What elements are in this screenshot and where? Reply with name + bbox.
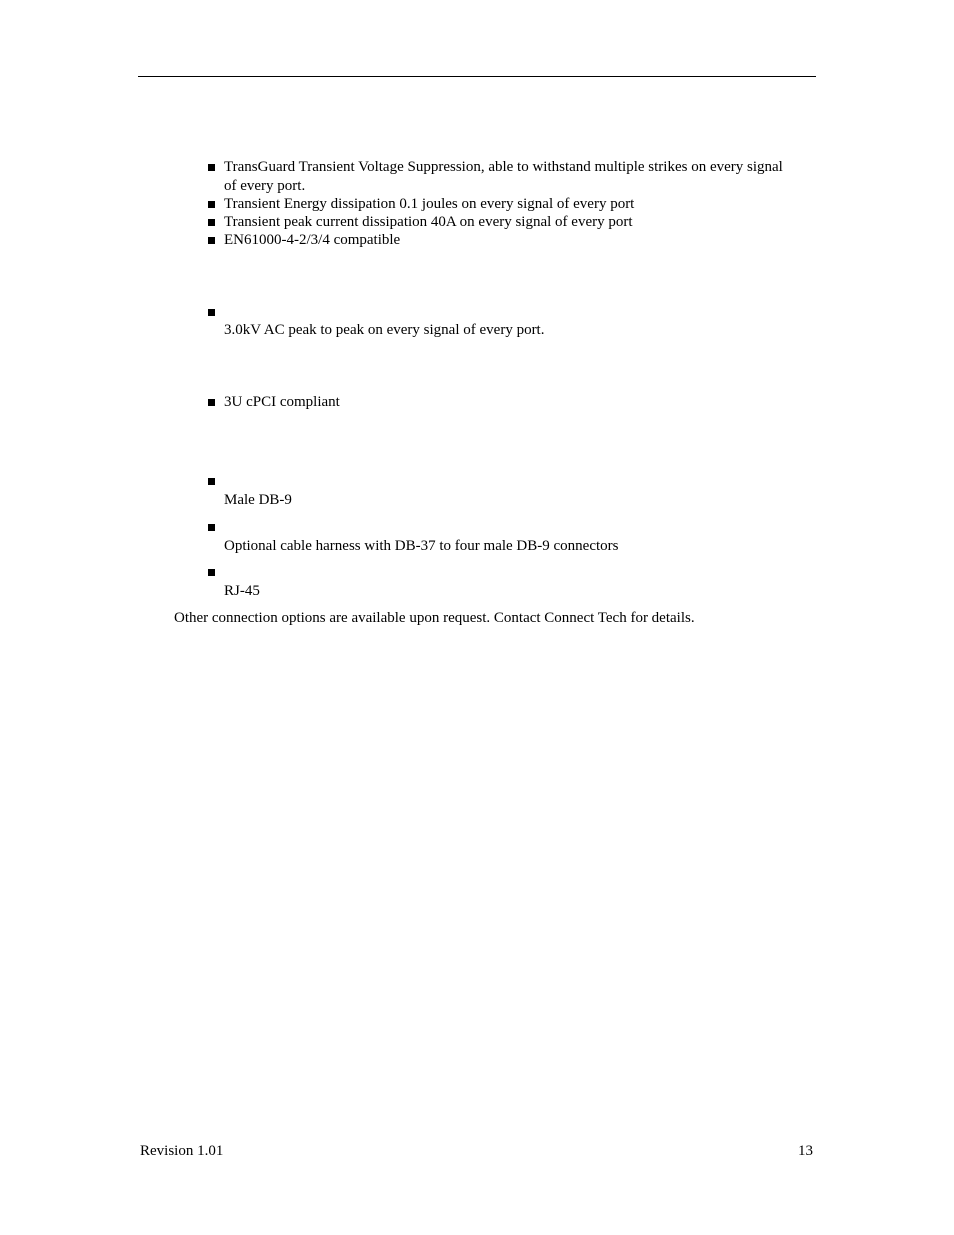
bullet-icon <box>208 399 215 406</box>
surge-item-4: EN61000-4-2/3/4 compatible <box>224 232 401 248</box>
form-factor-item: 3U cPCI compliant <box>224 394 340 410</box>
connection-options-note: Other connection options are available upon request. Contact Connect Tech for details. <box>174 610 695 626</box>
footer-page-number: 13 <box>798 1143 813 1159</box>
surge-item-1-cont: of every port. <box>224 178 306 194</box>
bullet-icon <box>208 237 215 244</box>
bullet-icon <box>208 524 215 531</box>
header-rule <box>138 76 816 77</box>
surge-item-2: Transient Energy dissipation 0.1 joules on every signal of every port <box>224 196 635 212</box>
isolation-item: 3.0kV AC peak to peak on every signal of every port. <box>224 322 545 338</box>
bullet-icon <box>208 309 215 316</box>
surge-item-3: Transient peak current dissipation 40A on every signal of every port <box>224 214 633 230</box>
connector-item-3: RJ-45 <box>224 583 260 599</box>
bullet-icon <box>208 201 215 208</box>
connector-item-2: Optional cable harness with DB-37 to four male DB-9 connectors <box>224 538 619 554</box>
bullet-icon <box>208 478 215 485</box>
surge-item-1: TransGuard Transient Voltage Suppression, able to withstand multiple strikes on every signal <box>224 159 783 175</box>
bullet-icon <box>208 164 215 171</box>
bullet-icon <box>208 219 215 226</box>
connector-item-1: Male DB-9 <box>224 492 292 508</box>
footer-revision: Revision 1.01 <box>140 1143 224 1159</box>
bullet-icon <box>208 569 215 576</box>
